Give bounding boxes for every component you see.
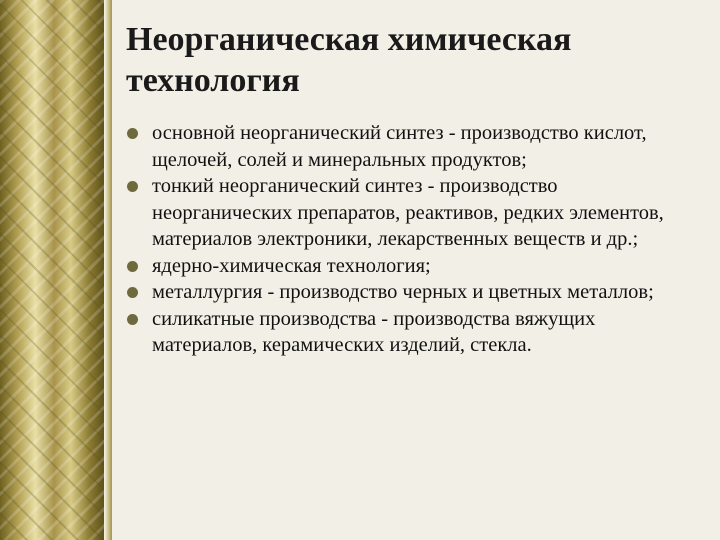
bullet-icon bbox=[127, 287, 138, 298]
list-item bbox=[126, 253, 696, 280]
bullet-list bbox=[126, 120, 696, 359]
slide-title-line-2: технология bbox=[126, 61, 300, 99]
list-item-text: металлургия - производство черных и цветных металлов; bbox=[152, 281, 654, 303]
bullet-icon bbox=[127, 314, 138, 325]
list-item bbox=[126, 173, 696, 253]
list-item-text: силикатные производства - производства вяжущих материалов, керамических изделий, стекла. bbox=[152, 307, 596, 356]
list-item bbox=[126, 120, 696, 173]
list-item-text: основной неорганический синтез - производство кислот, щелочей, солей и минеральных продуктов; bbox=[152, 122, 647, 171]
slide-title-line-1: Неорганическая химическая bbox=[126, 21, 572, 58]
bullet-icon bbox=[127, 128, 138, 139]
list-item bbox=[126, 279, 696, 306]
decorative-band-edge bbox=[104, 0, 112, 540]
slide-title bbox=[126, 20, 696, 102]
list-item-text: тонкий неорганический синтез - производство неорганических препаратов, реактивов, редких элементов, материалов электроники, лекарственных веществ и др.; bbox=[152, 175, 664, 250]
list-item-text: ядерно-химическая технология; bbox=[152, 254, 431, 277]
decorative-gold-band bbox=[0, 0, 104, 540]
bullet-icon bbox=[127, 261, 138, 272]
list-item bbox=[126, 306, 696, 359]
bullet-icon bbox=[127, 181, 138, 192]
